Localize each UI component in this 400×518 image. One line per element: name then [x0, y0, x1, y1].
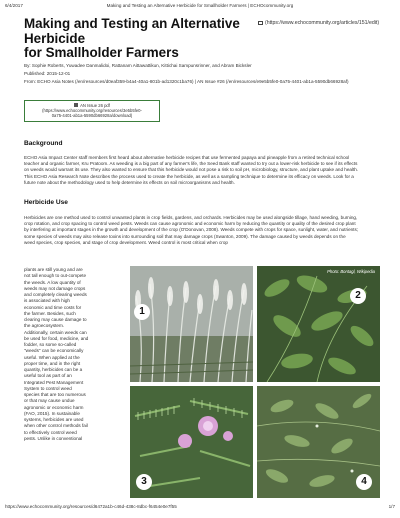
column-line: weeds may not damage crops — [24, 285, 86, 291]
column-line: "weeds" can be economically — [24, 348, 84, 354]
column-line: systems, herbicides are used — [24, 417, 84, 422]
photo-number-4: 4 — [356, 474, 372, 490]
column-line: useful tool as part of an — [24, 373, 72, 379]
download-url-line-1[interactable]: (https://www.echocommunity.org/resources/3e5b5fe0- — [42, 107, 142, 113]
download-url-line-2[interactable]: 0a75-4401-ab1a-5590db66928a/download) — [51, 112, 133, 118]
photo-number-1: 1 — [134, 304, 150, 320]
download-title[interactable]: AN Issue 26 pdf — [80, 102, 110, 108]
weed-photo-2 — [257, 266, 380, 382]
download-icon — [74, 103, 78, 107]
background-line: This ECHO Asia Research Note describes the process used to create the herbicide, as well as a sampling technique to determine its efficacy on weeds. Look for a — [24, 173, 354, 179]
column-line: when other control methods fail — [24, 423, 88, 429]
column-line: the weeds. A low quantity of — [24, 279, 81, 285]
print-page-title: Making and Testing an Alternative Herbicide for Smallholder Farmers | ECHOcommunity.org — [106, 3, 294, 8]
weed-photo-1 — [130, 266, 253, 382]
herbicide-line: weed species, crop species, and stage of crop development. Weed control is most critical when crop — [24, 239, 228, 245]
weed-photo-grid — [130, 266, 380, 498]
herbicide-line: by interfering at important stages in the growth and development of the crop (O'Donovan, 2008). Weeds compete with crops for space, sunlight, water, and nutrients; — [24, 227, 359, 233]
column-line: pests. Unlike in conventional — [24, 435, 83, 441]
column-line: be used for food, medicine, and — [24, 335, 89, 341]
edit-link-url[interactable]: (https://www.echocommunity.org/articles/151/edit) — [265, 20, 380, 26]
herbicide-use-heading: Herbicide Use — [24, 199, 68, 206]
column-line: economic and time costs for — [24, 304, 82, 310]
published-date: Published: 2015-12-01 — [24, 71, 71, 76]
background-line: teacher and organic farmer, Kru Pratoom. As weeding is a big part of any farmer's life, the Seed Bank staff wanted to try out a lower-risk herbicide to see if its effects — [24, 161, 358, 167]
column-line: Additionally, certain weeds can — [24, 329, 87, 335]
column-line: agronomic or economic harm — [24, 404, 84, 410]
edit-icon — [258, 21, 263, 25]
background-line: on weeds would warrant its use. They also wanted to ensure that this herbicide would not pose a risk to soil pH, microbiology, structure, and plant uptake and health. — [24, 167, 359, 173]
article-title-line-2: for Smallholder Farmers — [24, 45, 179, 60]
photo-number-3: 3 — [136, 474, 152, 490]
page-number: 1/7 — [388, 504, 395, 509]
article-title-line-1: Making and Testing an Alternative Herbicide — [24, 16, 240, 46]
column-line: to effectively control weed — [24, 429, 77, 435]
herbicide-line: Herbicides are one method used to control unwanted plants in crop fields, gardens, and orchards. Herbicides may be used alongside tillage, hand weeding, burning, — [24, 215, 358, 220]
column-line: System to control weed — [24, 385, 72, 391]
column-line: the agroecosystem. — [24, 323, 65, 329]
article-title — [24, 17, 249, 61]
herbicide-use-paragraph — [24, 215, 380, 246]
column-line: fodder, so some so-called — [24, 342, 77, 347]
download-pdf-box[interactable] — [24, 100, 160, 122]
print-date: 6/4/2017 — [5, 3, 23, 8]
column-line: (FAO, 2015). In sustainable — [24, 410, 80, 416]
column-line: plants are still young and are — [24, 267, 83, 272]
column-line: Integrated Pest Management — [24, 379, 84, 385]
column-line: clearing may cause damage to — [24, 317, 87, 322]
edit-link[interactable] — [258, 20, 379, 26]
grass-seedheads-image — [130, 266, 253, 382]
source-line[interactable]: From: ECHO Asia Notes (/en/resources/d0eaf359-b4a4-40a1-801b-ad1320c1ba76) | AN Issue #26 (/en/resources/e9e5b5fe0-0a75-4401-ab1a-5590db66928af) — [24, 79, 349, 84]
weed-photo-4 — [257, 386, 380, 498]
background-paragraph — [24, 155, 380, 186]
print-footer — [5, 504, 395, 509]
column-line: quantity, herbicides can be a — [24, 367, 83, 372]
authors-line: By: Sophie Roberts, Yuwadee Danmalidoi, Rattanam Aittawattikun, Kittichai Sampunsrinner, and Abram Bicksler — [24, 63, 252, 68]
background-line: future note about the methodology used to help determine its effects on soil microorganisms and health. — [24, 179, 235, 185]
photo-credit: Photo: Bontagl, Wikipedia — [327, 269, 375, 274]
column-line: useful. When applied at the — [24, 354, 80, 360]
column-line: and completely clearing weeds — [24, 292, 87, 297]
background-line: ECHO Asia Impact Center staff members first heard about alternative herbicide recipes that use fermented papaya and pineapple from a retired technical school — [24, 155, 350, 160]
column-line: is associated with high — [24, 298, 70, 304]
background-heading: Background — [24, 140, 63, 147]
herbicide-line: some species of weeds may also release toxins into surrounding soil that may damage crops (Swanton, 2009). The damage caused by weeds depends on the — [24, 233, 346, 239]
print-header — [5, 3, 395, 11]
photo-number-2: 2 — [350, 288, 366, 304]
column-line: the farmer. Besides, such — [24, 310, 76, 316]
column-line: or that may cause undue — [24, 398, 75, 404]
herbicide-column-text — [24, 267, 122, 442]
herbicide-line: crop rotation, and crop spacing to control weed pests. Weeds can cause agronomic and economic harm by reducing the quantity or quality of the desired crop plant — [24, 221, 356, 227]
footer-url: https://www.echocommunity.org/resources/d6472a1b-c46d-438c-8dbc-f6454e0e7f55 — [5, 504, 177, 509]
weed-photo-3 — [130, 386, 253, 498]
column-line: species that are too numerous — [24, 392, 86, 397]
leafy-weed-image — [257, 266, 380, 382]
column-line: proper time, and in the right — [24, 360, 81, 366]
column-line: not tall enough to out-compete — [24, 273, 87, 279]
